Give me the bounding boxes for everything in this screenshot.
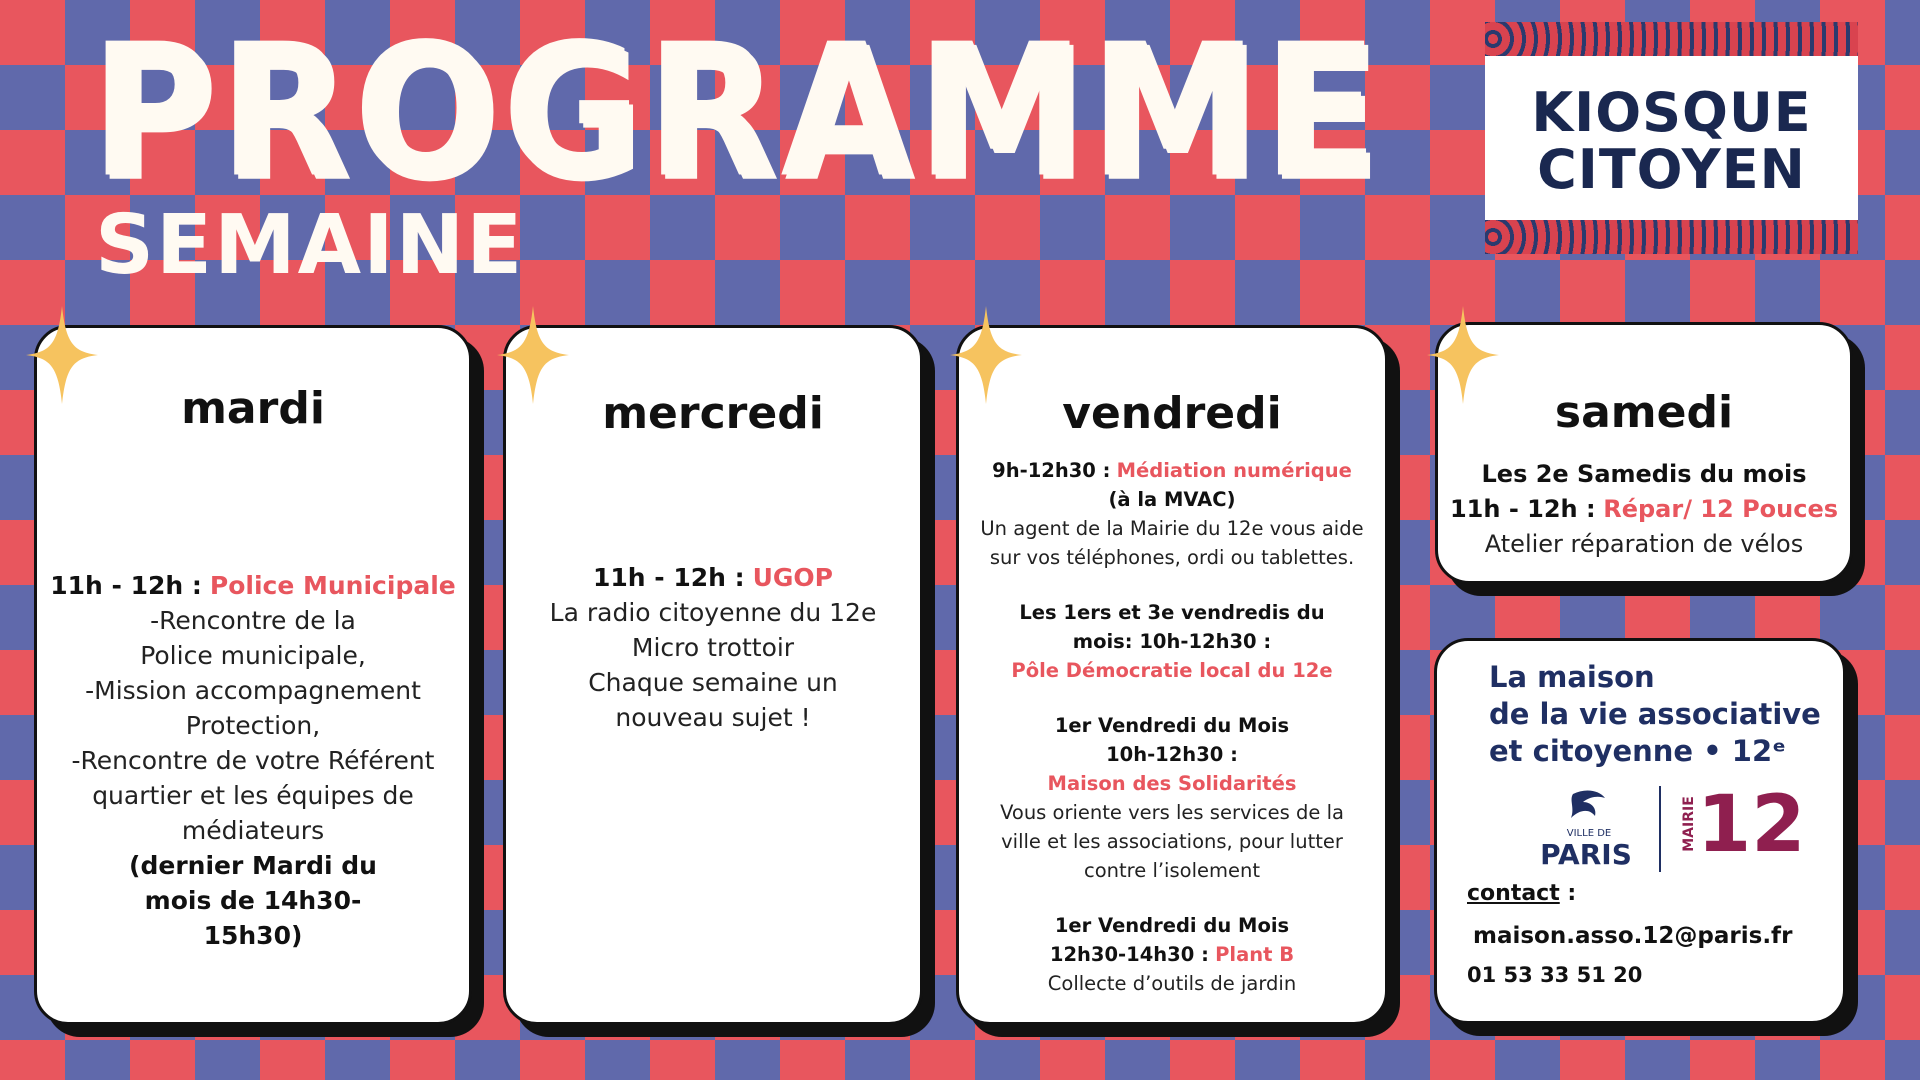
logos-row [1531,780,1806,876]
vendredi-content [959,456,1385,998]
card-maison [1434,638,1846,1024]
mardi-line-5: quartier et les équipes de [92,781,414,810]
sparkle-icon-vendredi [950,306,1022,404]
day-title-samedi: samedi [1554,387,1734,438]
vendredi-b3-desc2: ville et les associations, pour lutter [1001,830,1343,853]
sparkle-icon-mardi [26,306,98,404]
paris-text: PARIS [1540,838,1632,871]
card-mercredi [503,325,923,1025]
page-title: PROGRAMME [90,4,1383,219]
mercredi-line-2: Chaque semaine un [588,668,838,697]
maison-line2: de la vie associative [1489,697,1821,731]
vendredi-b1-desc1: Un agent de la Mairie du 12e vous aide [980,517,1364,540]
samedi-event: Répar/ 12 Pouces [1603,495,1839,523]
vendredi-b4-event: Plant B [1215,943,1295,966]
vendredi-b4-desc: Collecte d’outils de jardin [1047,972,1297,995]
mardi-note: (dernier Mardi du mois de 14h30-15h30) [129,851,377,950]
mercredi-event: UGOP [752,563,834,592]
vendredi-b2-line1: Les 1ers et 3e vendredis du [1019,601,1325,624]
vendredi-b4-time: 12h30-14h30 : [1049,943,1209,966]
vendredi-b2-event: Pôle Démocratie local du 12e [1011,659,1333,682]
sparkle-icon-mercredi [497,306,569,404]
sparkle-icon-samedi [1427,306,1499,404]
mercredi-time: 11h - 12h : [592,563,745,592]
kiosque-line2: CITOYEN [1537,138,1806,201]
contact-colon: : [1559,881,1577,906]
mardi-line-0: -Rencontre de la [150,606,356,635]
vendredi-b1-place: (à la MVAC) [1108,488,1236,511]
maison-title [1489,659,1821,770]
mardi-content [37,568,469,953]
samedi-desc: Atelier réparation de vélos [1484,530,1804,558]
logo-divider [1659,786,1661,872]
mardi-line-3: Protection, [185,711,321,740]
vendredi-b2-line2: mois: 10h-12h30 : [1072,630,1272,653]
vendredi-b3-desc1: Vous oriente vers les services de la [1000,801,1344,824]
day-title-mardi: mardi [181,383,325,434]
vendredi-b1-desc2: sur vos téléphones, ordi ou tablettes. [989,546,1355,569]
mardi-line-6: médiateurs [181,816,325,845]
vendredi-b3-event: Maison des Solidarités [1047,772,1297,795]
maison-line1: La maison [1489,660,1655,694]
samedi-content [1438,457,1850,562]
samedi-time: 11h - 12h : [1449,495,1596,523]
mairie-number: 12 [1697,780,1806,870]
page-subtitle: SEMAINE [95,198,525,293]
paris-boat-icon [1565,786,1611,826]
card-mardi [34,325,472,1025]
card-vendredi [956,325,1388,1025]
contact-label-row [1467,881,1576,906]
pattern-band-top [1485,22,1858,56]
mercredi-line-1: Micro trottoir [631,633,795,662]
vendredi-b4-line1: 1er Vendredi du Mois [1054,914,1290,937]
pattern-band-bottom [1485,220,1858,254]
day-title-vendredi: vendredi [1062,388,1282,439]
mardi-event: Police Municipale [209,571,456,600]
mardi-time: 11h - 12h : [50,571,202,600]
mardi-line-1: Police municipale, [140,641,366,670]
day-title-mercredi: mercredi [602,388,824,439]
mairie-text: MAIRIE [1681,796,1697,852]
vendredi-b1-event: Médiation numérique [1116,459,1352,482]
vendredi-b3-line1: 1er Vendredi du Mois [1054,714,1290,737]
contact-email[interactable]: maison.asso.12@paris.fr [1473,923,1793,949]
contact-phone[interactable]: 01 53 33 51 20 [1467,963,1643,987]
mardi-line-2: -Mission accompagnement [85,676,421,705]
kiosque-logo-text [1485,81,1858,201]
kiosque-citoyen-logo [1485,22,1858,254]
mercredi-content [506,560,920,735]
vendredi-b3-desc3: contre l’isolement [1084,859,1260,882]
mercredi-line-0: La radio citoyenne du 12e [549,598,877,627]
contact-label: contact [1467,881,1560,906]
maison-line3: et citoyenne • 12ᵉ [1489,734,1787,768]
vendredi-b1-time: 9h-12h30 : [992,459,1111,482]
kiosque-line1: KIOSQUE [1531,81,1812,144]
mardi-line-4: -Rencontre de votre Référent [71,746,435,775]
samedi-line1: Les 2e Samedis du mois [1481,460,1807,488]
vendredi-b3-line2: 10h-12h30 : [1106,743,1238,766]
mercredi-line-3: nouveau sujet ! [615,703,811,732]
ville-de-text: VILLE DE [1566,828,1612,839]
